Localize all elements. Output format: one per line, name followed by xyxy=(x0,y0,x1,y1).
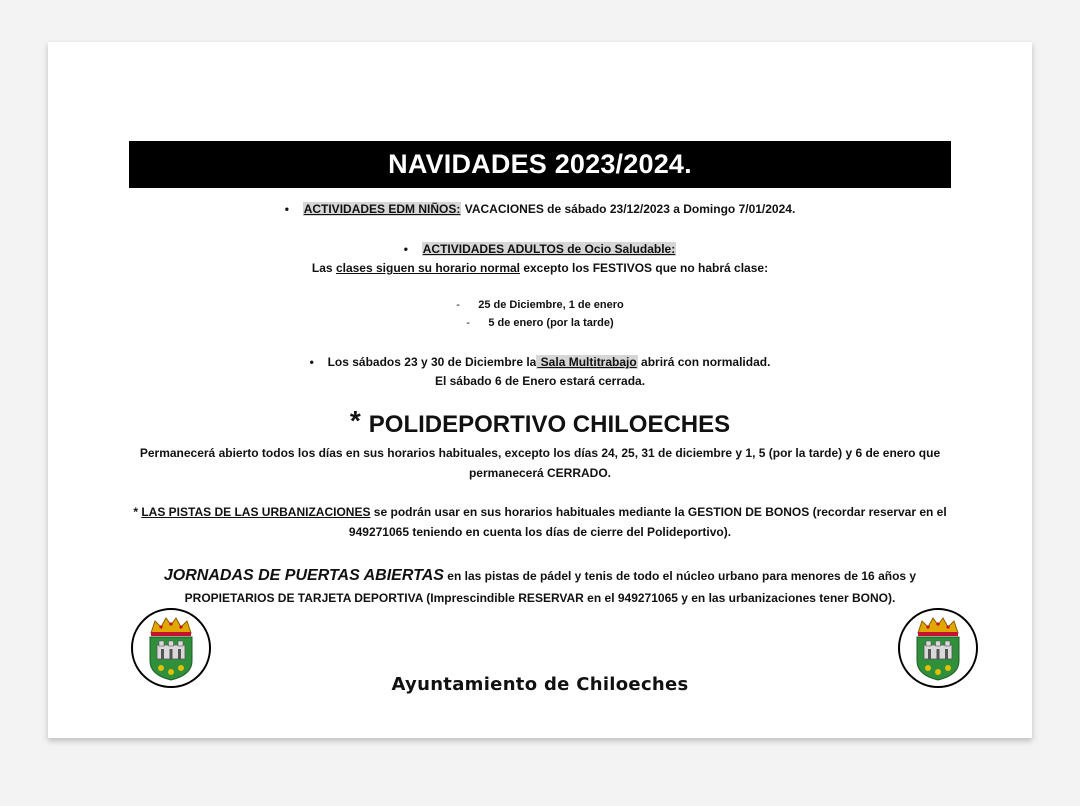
festivo-date: 5 de enero (por la tarde) xyxy=(488,317,614,329)
asterisk-icon: * xyxy=(133,505,142,519)
page-title: NAVIDADES 2023/2024. xyxy=(388,149,692,179)
pistas-label: LAS PISTAS DE LAS URBANIZACIONES xyxy=(141,505,371,519)
pistas-line-1 xyxy=(48,504,1032,520)
polideportivo-title: POLIDEPORTIVO CHILOECHES xyxy=(368,411,731,438)
asterisk-icon: * xyxy=(349,405,361,436)
edm-line xyxy=(48,201,1032,217)
edm-text: VACACIONES de sábado 23/12/2023 a Domingo 7/01/2024. xyxy=(461,202,796,216)
jornadas-line-2: PROPIETARIOS DE TARJETA DEPORTIVA (Imprescindible RESERVAR en el 949271065 y en las urbanizaciones tener BONO). xyxy=(184,591,896,605)
jornadas-line-1 xyxy=(48,566,1032,586)
adultos-pre: Las xyxy=(311,261,336,275)
poli-text-1: Permanecerá abierto todos los días en sus horarios habituales, excepto los días 24, 25, 31 de diciembre y 1, 5 (por la tarde) y 6 de enero que xyxy=(139,446,941,460)
edm-label: ACTIVIDADES EDM NIÑOS: xyxy=(303,202,461,216)
festivo-date: 25 de Diciembre, 1 de enero xyxy=(478,299,624,311)
pistas-line-2: 949271065 teniendo en cuenta los días de cierre del Polideportivo). xyxy=(348,525,732,539)
coat-of-arms-icon xyxy=(143,615,199,681)
adultos-label: ACTIVIDADES ADULTOS de Ocio Saludable: xyxy=(422,242,676,256)
bullet-icon: • xyxy=(284,202,289,216)
festivo-item-1 xyxy=(48,297,1032,313)
sala-label: Sala Multitrabajo xyxy=(537,355,637,369)
jornadas-title: JORNADAS DE PUERTAS ABIERTAS xyxy=(163,567,444,584)
coat-of-arms-icon xyxy=(910,615,966,681)
sala-line xyxy=(48,354,1032,370)
bullet-icon: • xyxy=(403,242,408,256)
festivo-item-2 xyxy=(48,315,1032,331)
bullet-icon: • xyxy=(309,355,314,369)
title-banner xyxy=(129,141,951,188)
adultos-underlined: clases siguen su horario normal xyxy=(335,261,520,275)
signature: Ayuntamiento de Chiloeches xyxy=(391,674,689,695)
document-page xyxy=(48,42,1032,738)
sala-line-2: El sábado 6 de Enero estará cerrada. xyxy=(434,374,646,388)
adultos-heading xyxy=(48,241,1032,257)
polideportivo-heading xyxy=(48,406,1032,440)
sala-pre: Los sábados 23 y 30 de Diciembre la xyxy=(327,355,537,369)
dash-icon: - xyxy=(456,299,460,311)
adultos-post: excepto los FESTIVOS que no habrá clase: xyxy=(520,261,769,275)
jornadas-text: en las pistas de pádel y tenis de todo el núcleo urbano para menores de 16 años y xyxy=(443,569,917,583)
pistas-text: se podrán usar en sus horarios habituales mediante la GESTION DE BONOS (recordar reservar en el xyxy=(370,505,947,519)
adultos-text xyxy=(48,260,1032,276)
poli-text-2: permanecerá CERRADO. xyxy=(468,466,612,480)
dash-icon: - xyxy=(466,317,471,329)
sala-post: abrirá con normalidad. xyxy=(637,355,771,369)
